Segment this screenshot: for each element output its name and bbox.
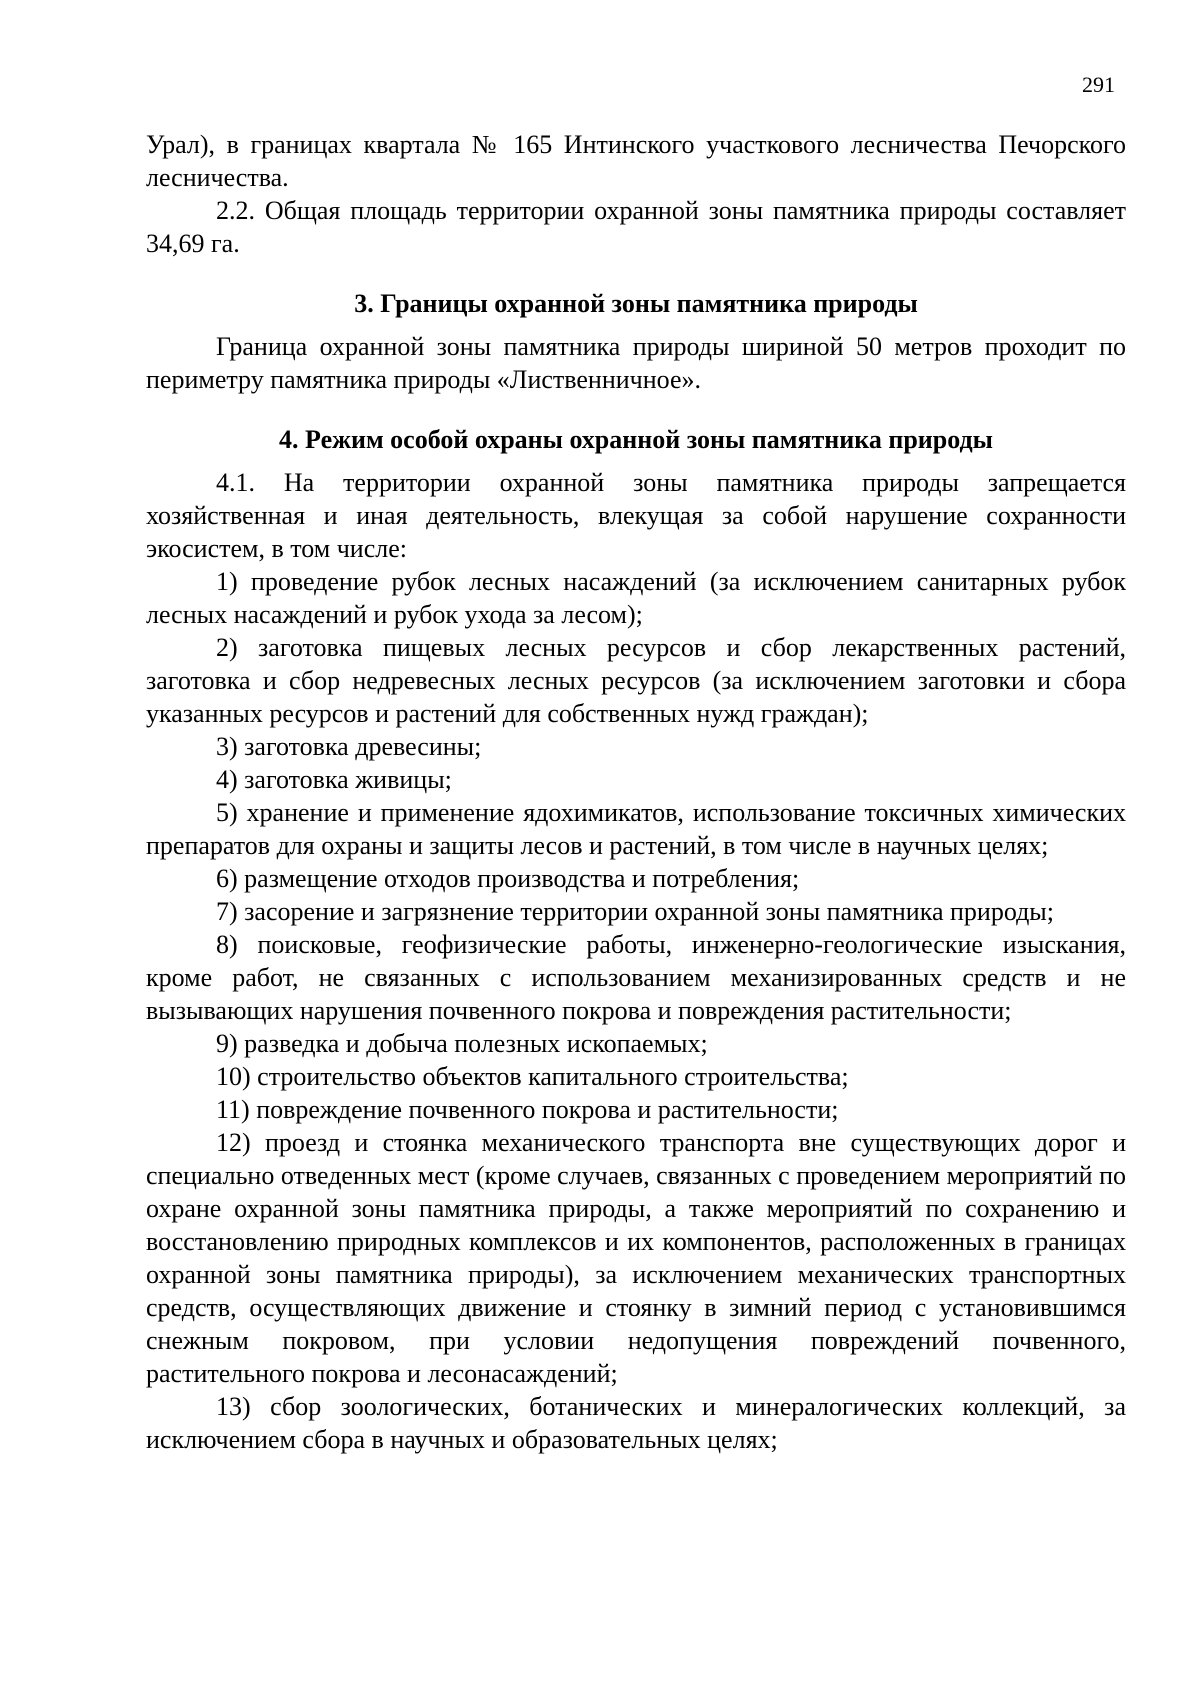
- paragraph-continuation: Урал), в границах квартала № 165 Интинского участкового лесничества Печорского лесничества.: [146, 130, 1126, 192]
- list-item-4: 4) заготовка живицы;: [216, 765, 452, 794]
- paragraph-2-2: 2.2. Общая площадь территории охранной зоны памятника природы составляет 34,69 га.: [146, 196, 1126, 258]
- list-item-5: 5) хранение и применение ядохимикатов, использование токсичных химических препаратов для охраны и защиты лесов и растений, в том числе в научных целях;: [146, 798, 1126, 860]
- list-item-1: 1) проведение рубок лесных насаждений (за исключением санитарных рубок лесных насаждений и рубок ухода за лесом);: [146, 567, 1126, 629]
- section-3-heading: 3. Границы охранной зоны памятника природы: [354, 289, 918, 318]
- list-item-11: 11) повреждение почвенного покрова и растительности;: [216, 1095, 839, 1124]
- document-body: [146, 128, 1126, 1456]
- list-item-9: 9) разведка и добыча полезных ископаемых;: [216, 1029, 708, 1058]
- list-item-8: 8) поисковые, геофизические работы, инженерно-геологические изыскания, кроме работ, не связанных с использованием механизированных средств и не вызывающих нарушения почвенного покрова и повреждения растительности;: [146, 930, 1126, 1025]
- list-item-3: 3) заготовка древесины;: [216, 732, 482, 761]
- spacer: [146, 260, 1126, 287]
- spacer: [146, 320, 1126, 330]
- list-item-10: 10) строительство объектов капитального строительства;: [216, 1062, 849, 1091]
- list-item-6: 6) размещение отходов производства и потребления;: [216, 864, 800, 893]
- spacer: [146, 456, 1126, 466]
- paragraph-4-1: 4.1. На территории охранной зоны памятника природы запрещается хозяйственная и иная деятельность, влекущая за собой нарушение сохранности экосистем, в том числе:: [146, 468, 1126, 563]
- spacer: [146, 396, 1126, 423]
- list-item-13: 13) сбор зоологических, ботанических и минералогических коллекций, за исключением сбора в научных и образовательных целях;: [146, 1392, 1126, 1454]
- list-item-7: 7) засорение и загрязнение территории охранной зоны памятника природы;: [216, 897, 1054, 926]
- section-4-heading: 4. Режим особой охраны охранной зоны памятника природы: [279, 425, 993, 454]
- list-item-12: 12) проезд и стоянка механического транспорта вне существующих дорог и специально отведенных мест (кроме случаев, связанных с проведением мероприятий по охране охранной зоны памятника природы, а также мероприятий по сохранению и восстановлению природных комплексов и их компонентов, расположенных в границах охранной зоны памятника природы), за исключением механических транспортных средств, осуществляющих движение и стоянку в зимний период с установившимся снежным покровом, при условии недопущения повреждений почвенного, растительного покрова и лесонасаждений;: [146, 1128, 1126, 1388]
- list-item-2: 2) заготовка пищевых лесных ресурсов и сбор лекарственных растений, заготовка и сбор недревесных лесных ресурсов (за исключением заготовки и сбора указанных ресурсов и растений для собственных нужд граждан);: [146, 633, 1126, 728]
- page-number: 291: [1082, 72, 1115, 97]
- section-3-text: Граница охранной зоны памятника природы шириной 50 метров проходит по периметру памятника природы «Лиственничное».: [146, 332, 1126, 394]
